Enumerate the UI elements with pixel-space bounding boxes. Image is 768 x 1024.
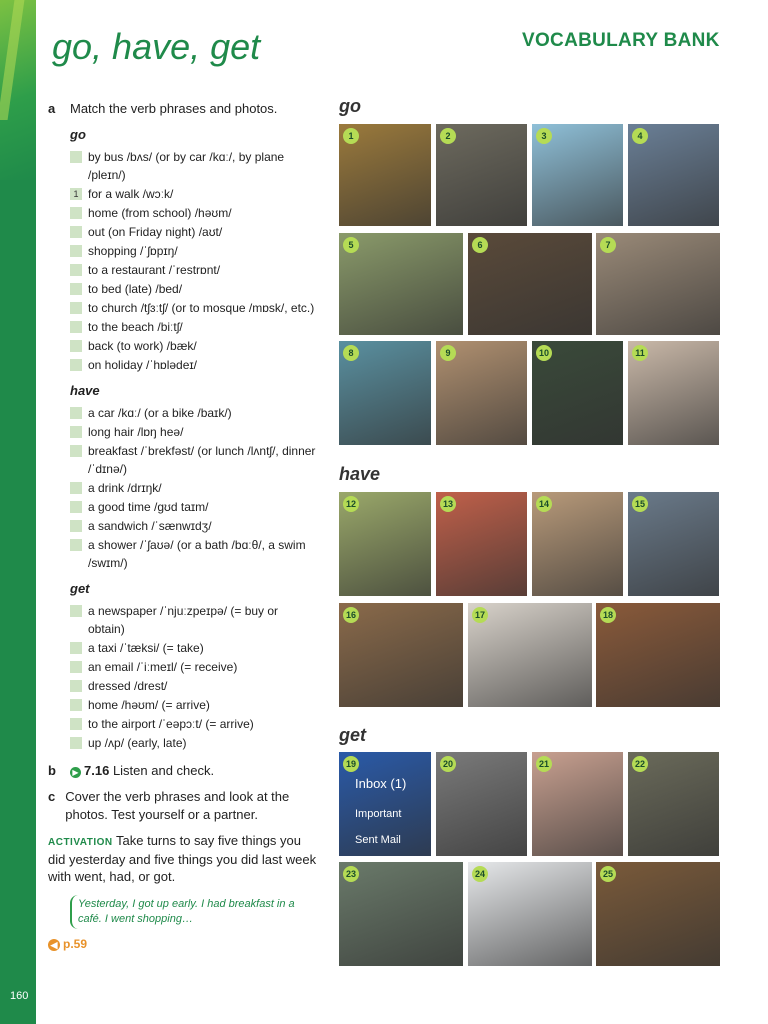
question-text: Listen and check. (112, 763, 215, 778)
question-c (48, 788, 318, 824)
photo-13 (436, 492, 527, 596)
answer-box[interactable] (70, 737, 82, 749)
vocab-item (70, 404, 318, 422)
photo-22 (628, 752, 719, 856)
vocab-phrase: to a restaurant /ˈrestrɒnt/ (88, 263, 221, 277)
photo-number: 21 (536, 756, 552, 772)
answer-box[interactable] (70, 151, 82, 163)
vocab-item (70, 148, 318, 184)
vocab-item (70, 498, 318, 516)
sent-mail-label: Sent Mail (355, 834, 401, 846)
photo-7 (596, 233, 720, 335)
answer-box[interactable] (70, 359, 82, 371)
vocab-item (70, 677, 318, 695)
important-label: Important (355, 808, 402, 820)
section-heading-get: get (70, 581, 90, 596)
photo-number: 2 (440, 128, 456, 144)
vocab-item (70, 517, 318, 535)
vocab-item (70, 318, 318, 336)
photos-heading-go: go (339, 96, 361, 116)
answer-box[interactable] (70, 340, 82, 352)
vocab-phrase: for a walk /wɔːk/ (88, 187, 174, 201)
section-label: VOCABULARY BANK (522, 30, 720, 51)
vocab-item (70, 658, 318, 676)
section-heading-go: go (70, 127, 86, 142)
vocab-item (70, 185, 318, 203)
vocab-item (70, 639, 318, 657)
photo-number: 19 (343, 756, 359, 772)
photo-5 (339, 233, 463, 335)
photo-2 (436, 124, 527, 226)
photo-number: 25 (600, 866, 616, 882)
photo-number: 16 (343, 607, 359, 623)
photo-number: 20 (440, 756, 456, 772)
question-text: Cover the verb phrases and look at the photos. Test yourself or a partner. (65, 789, 290, 822)
vocab-item (70, 696, 318, 714)
answer-box[interactable] (70, 264, 82, 276)
photo-number: 14 (536, 496, 552, 512)
photo-12 (339, 492, 431, 596)
answer-box[interactable] (70, 718, 82, 730)
vocab-phrase: a shower /ˈʃaʊə/ (or a bath /bɑːθ/, a swim /swɪm/) (88, 538, 306, 570)
answer-box[interactable] (70, 207, 82, 219)
answer-box[interactable] (70, 445, 82, 457)
answer-box[interactable] (70, 661, 82, 673)
vocab-item (70, 204, 318, 222)
answer-box[interactable] (70, 699, 82, 711)
vocab-phrase: a drink /drɪŋk/ (88, 481, 162, 495)
question-letter: c (48, 789, 56, 804)
question-b (48, 762, 318, 780)
answer-box[interactable] (70, 501, 82, 513)
photo-number: 13 (440, 496, 456, 512)
audio-icon[interactable]: ▶ (70, 767, 81, 778)
photo-18 (596, 603, 720, 707)
arrow-left-icon: ◀ (48, 939, 60, 951)
vocab-phrase: dressed /drest/ (88, 679, 168, 693)
vocab-phrase: to church /tʃɜːtʃ/ (or to mosque /mɒsk/, etc.) (88, 301, 315, 315)
vocab-phrase: shopping /ˈʃɒpɪŋ/ (88, 244, 178, 258)
photo-number: 1 (343, 128, 359, 144)
photo-8 (339, 341, 431, 445)
answer-box[interactable]: 1 (70, 188, 82, 200)
photo-number: 18 (600, 607, 616, 623)
answer-box[interactable] (70, 642, 82, 654)
photo-1 (339, 124, 431, 226)
vocab-phrase: by bus /bʌs/ (or by car /kɑː/, by plane /pleɪn/) (88, 150, 285, 182)
answer-box[interactable] (70, 520, 82, 532)
vocab-phrase: up /ʌp/ (early, late) (88, 736, 187, 750)
vocab-phrase: long hair /lɒŋ heə/ (88, 425, 184, 439)
activation-label: ACTIVATION (48, 837, 113, 848)
exercise-column (48, 100, 318, 953)
photo-number: 12 (343, 496, 359, 512)
photo-number: 10 (536, 345, 552, 361)
section-heading-have: have (70, 383, 100, 398)
photo-6 (468, 233, 592, 335)
question-text: Match the verb phrases and photos. (70, 101, 278, 116)
photo-number: 7 (600, 237, 616, 253)
photo-number: 22 (632, 756, 648, 772)
photo-4 (628, 124, 719, 226)
photo-14 (532, 492, 623, 596)
photo-23 (339, 862, 463, 966)
page-title: go, have, get (52, 26, 261, 67)
vocab-item (70, 280, 318, 298)
vocab-item (70, 602, 318, 638)
page-reference[interactable] (48, 935, 318, 953)
question-letter: a (48, 101, 56, 116)
photo-20 (436, 752, 527, 856)
photos-heading-have: have (339, 464, 381, 484)
photo-number: 3 (536, 128, 552, 144)
vocab-item (70, 423, 318, 441)
photo-16 (339, 603, 463, 707)
question-a (48, 100, 318, 118)
question-b-body (70, 762, 214, 780)
vocab-item (70, 242, 318, 260)
photo-24 (468, 862, 592, 966)
answer-box[interactable] (70, 426, 82, 438)
photo-number: 6 (472, 237, 488, 253)
answer-box[interactable] (70, 245, 82, 257)
photo-number: 5 (343, 237, 359, 253)
sidebar-band (0, 0, 36, 1024)
vocab-item (70, 442, 318, 478)
vocab-item (70, 734, 318, 752)
answer-box[interactable] (70, 605, 82, 617)
vocab-phrase: to bed (late) /bed/ (88, 282, 183, 296)
photo-25 (596, 862, 720, 966)
answer-box[interactable] (70, 226, 82, 238)
photo-number: 8 (343, 345, 359, 361)
vocab-phrase: back (to work) /bæk/ (88, 339, 197, 353)
answer-box[interactable] (70, 321, 82, 333)
vocab-phrase: a car /kɑː/ (or a bike /baɪk/) (88, 406, 232, 420)
photo-number: 23 (343, 866, 359, 882)
page-reference-text: p.59 (63, 937, 88, 951)
activation-block (48, 832, 318, 885)
vocab-phrase: a sandwich /ˈsænwɪdʒ/ (88, 519, 212, 533)
photo-number: 24 (472, 866, 488, 882)
vocab-phrase: a good time /gʊd taɪm/ (88, 500, 209, 514)
photo-3 (532, 124, 623, 226)
vocab-item (70, 356, 318, 374)
vocab-phrase: to the beach /biːtʃ/ (88, 320, 183, 334)
audio-track: 7.16 (84, 763, 110, 778)
vocab-phrase: home /həʊm/ (= arrive) (88, 698, 210, 712)
photo-9 (436, 341, 527, 445)
answer-box[interactable] (70, 539, 82, 551)
vocabulary-sections (48, 126, 318, 752)
vocab-phrase: home (from school) /həʊm/ (88, 206, 232, 220)
photo-17 (468, 603, 592, 707)
inbox-label: Inbox (1) (355, 776, 407, 791)
vocab-phrase: on holiday /ˈhɒlədeɪ/ (88, 358, 198, 372)
vocab-phrase: breakfast /ˈbrekfəst/ (or lunch /lʌntʃ/, dinner /ˈdɪnə/) (88, 444, 316, 476)
vocab-item (70, 479, 318, 497)
vocab-phrase: out (on Friday night) /aʊt/ (88, 225, 223, 239)
vocab-phrase: to the airport /ˈeəpɔːt/ (= arrive) (88, 717, 254, 731)
vocab-item (70, 261, 318, 279)
question-letter: b (48, 763, 56, 778)
answer-box[interactable] (70, 407, 82, 419)
photo-number: 4 (632, 128, 648, 144)
answer-box[interactable] (70, 482, 82, 494)
photo-number: 17 (472, 607, 488, 623)
photo-21 (532, 752, 623, 856)
photo-11 (628, 341, 719, 445)
answer-box[interactable] (70, 302, 82, 314)
photo-15 (628, 492, 719, 596)
vocab-phrase: a taxi /ˈtæksi/ (= take) (88, 641, 204, 655)
photo-10 (532, 341, 623, 445)
photo-number: 11 (632, 345, 648, 361)
vocab-phrase: a newspaper /ˈnjuːzpeɪpə/ (= buy or obtain) (88, 604, 279, 636)
vocab-item (70, 299, 318, 317)
speech-bubble: Yesterday, I got up early. I had breakfast in a café. I went shopping… (70, 895, 318, 929)
answer-box[interactable] (70, 283, 82, 295)
answer-box[interactable] (70, 680, 82, 692)
photos-heading-get: get (339, 725, 366, 745)
vocab-phrase: an email /ˈiːmeɪl/ (= receive) (88, 660, 238, 674)
vocab-item (70, 337, 318, 355)
page-number: 160 (10, 990, 29, 1002)
vocab-item (70, 536, 318, 572)
activation-text: Take turns to say five things you did yesterday and five things you did last week with went, had, or got. (48, 833, 317, 884)
vocab-item (70, 715, 318, 733)
photo-number: 15 (632, 496, 648, 512)
photo-number: 9 (440, 345, 456, 361)
vocab-item (70, 223, 318, 241)
photo-19 (339, 752, 431, 856)
